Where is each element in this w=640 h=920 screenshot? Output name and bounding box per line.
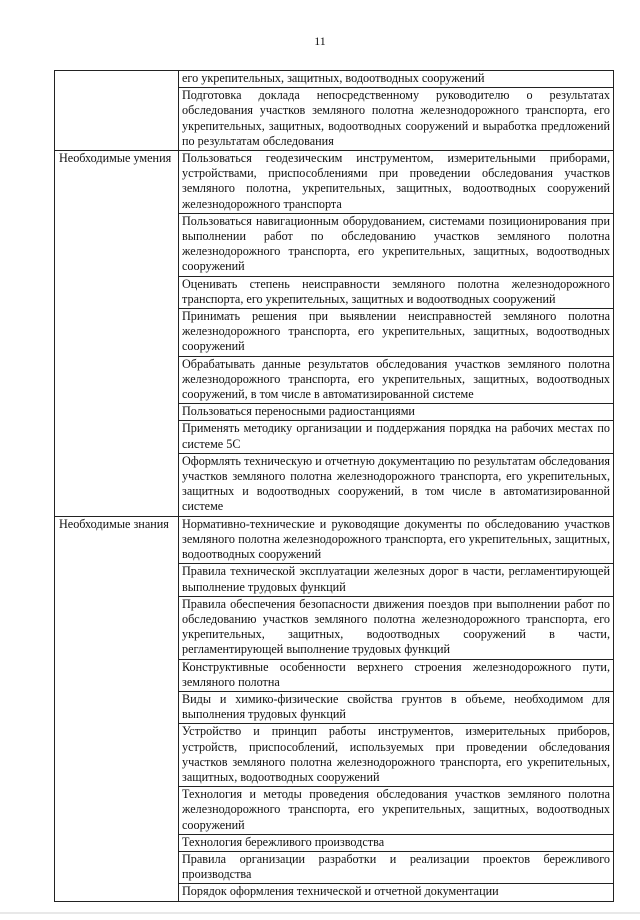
requirement-text: Пользоваться навигационным оборудованием, системами позиционирования при выполнении работ по обследованию участков земляного полотна железнодорожного транспорта, его укрепительных, защитных, водоотводных сооружений — [182, 213, 610, 274]
section-label-cell — [55, 151, 179, 517]
requirement-cell — [179, 88, 614, 151]
requirement-text: Технология и методы проведения обследования участков земляного полотна железнодорожного транспорта, его укрепительных, защитных, водоотводных сооружений — [182, 787, 610, 832]
requirement-cell — [179, 724, 614, 787]
scan-edge-stripe — [0, 912, 640, 914]
requirement-cell — [179, 309, 614, 357]
table-row — [55, 71, 614, 88]
requirement-cell — [179, 834, 614, 851]
requirements-table — [54, 70, 614, 902]
requirement-cell — [179, 453, 614, 516]
requirement-text: Оформлять техническую и отчетную документацию по результатам обследования участков земляного полотна железнодорожного транспорта, его укрепительных, защитных и водоотводных сооружений, в том числе в автоматизированной системе — [182, 453, 610, 514]
requirement-cell — [179, 851, 614, 883]
requirement-cell — [179, 564, 614, 596]
requirement-text: Технология бережливого производства — [182, 834, 385, 849]
requirement-text: Нормативно-технические и руководящие документы по обследованию участков земляного полотна железнодорожного транспорта, его укрепительных, защитных, водоотводных сооружений — [182, 516, 610, 562]
requirement-text: Устройство и принцип работы инструментов, измерительных приборов, устройств, приспособлений, используемых при проведении обследования участков земляного полотна железнодорожного транспорта, его укрепительных, защитных, водоотводных сооружений — [182, 724, 610, 784]
requirement-cell — [179, 404, 614, 421]
requirement-cell — [179, 213, 614, 276]
requirement-cell — [179, 596, 614, 659]
requirement-cell — [179, 516, 614, 564]
section-label-cell — [55, 516, 179, 901]
section-label: Необходимые знания — [59, 516, 169, 531]
table-row — [55, 516, 614, 564]
requirement-cell — [179, 787, 614, 835]
requirement-cell — [179, 691, 614, 723]
requirement-cell — [179, 421, 614, 453]
table-row — [55, 151, 614, 214]
requirement-cell — [179, 276, 614, 308]
requirement-text: Правила организации разработки и реализации проектов бережливого производства — [182, 851, 610, 882]
requirement-text: Принимать решения при выявлении неисправностей земляного полотна железнодорожного транспорта, его укрепительных, защитных, водоотводных сооружений — [182, 309, 610, 354]
requirement-text: Оценивать степень неисправности земляного полотна железнодорожного транспорта, его укрепительных, защитных и водоотводных сооружений — [182, 276, 610, 306]
section-label: Необходимые умения — [59, 151, 172, 166]
requirement-text: Виды и химико-физические свойства грунтов в объеме, необходимом для выполнения трудовых функций — [182, 691, 610, 722]
requirement-text: Порядок оформления технической и отчетной документации — [182, 884, 499, 899]
requirement-text: Правила технической эксплуатации железных дорог в части, регламентирующей выполнение трудовых функций — [182, 564, 610, 594]
page-number: 11 — [314, 34, 326, 48]
requirement-text: Пользоваться геодезическим инструментом, измерительными приборами, устройствами, приспособлениями при проведении обследования участков земляного полотна, укрепительных, защитных, водоотводных сооружений железнодорожного транспорта — [182, 151, 610, 211]
requirement-text: его укрепительных, защитных, водоотводных сооружений — [182, 71, 485, 85]
requirement-text: Конструктивные особенности верхнего строения железнодорожного пути, земляного полотна — [182, 659, 610, 689]
requirement-cell — [179, 356, 614, 404]
requirement-cell — [179, 884, 614, 901]
requirement-text: Подготовка доклада непосредственному руководителю о результатах обследования участков земляного полотна железнодорожного транспорта, его укрепительных, защитных, водоотводных сооружений и выработка предложений по результатам обследования — [182, 88, 610, 148]
requirement-cell — [179, 151, 614, 214]
requirement-text: Пользоваться переносными радиостанциями — [182, 404, 415, 419]
requirement-text: Правила обеспечения безопасности движения поездов при выполнении работ по обследованию участков земляного полотна железнодорожного транспорта, его укрепительных, защитных, водоотводных сооружений в части, регламентирующей выполнение трудовых функций — [182, 596, 610, 657]
requirement-cell — [179, 71, 614, 88]
requirement-text: Применять методику организации и поддержания порядка на рабочих местах по системе 5С — [182, 421, 610, 451]
requirement-text: Обрабатывать данные результатов обследования участков земляного полотна железнодорожного транспорта, его укрепительных, защитных, водоотводных сооружений, в том числе в автоматизированной системе — [182, 356, 610, 402]
requirement-cell — [179, 659, 614, 691]
section-label-cell — [55, 71, 179, 151]
